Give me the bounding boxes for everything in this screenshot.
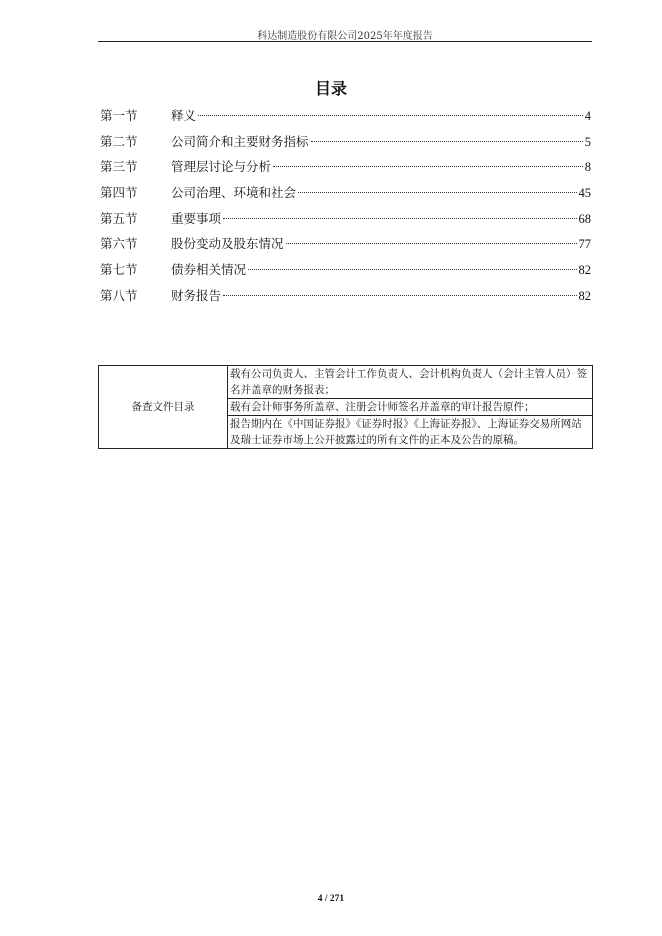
toc-section-number: 第二节 xyxy=(100,133,138,149)
toc-heading: 目录 xyxy=(314,79,347,98)
toc-section-title: 重要事项 xyxy=(171,210,222,226)
toc-page-number: 8 xyxy=(584,160,591,175)
reference-document-item: 载有会计师事务所盖章、注册会计师签名并盖章的审计报告原件； xyxy=(228,399,593,416)
toc-section-title: 债券相关情况 xyxy=(171,262,247,278)
toc-section-title: 公司治理、环境和社会 xyxy=(171,185,297,201)
toc-section-number: 第四节 xyxy=(100,185,138,201)
toc-section-number: 第八节 xyxy=(100,287,138,303)
toc-section-number: 第五节 xyxy=(100,210,138,226)
toc-entry-7[interactable] xyxy=(100,259,591,285)
table-of-contents xyxy=(100,105,591,311)
table-row xyxy=(99,366,593,399)
toc-section-title: 股份变动及股东情况 xyxy=(171,236,284,252)
toc-section-title: 释义 xyxy=(171,108,197,123)
toc-section-title: 公司简介和主要财务指标 xyxy=(171,133,309,149)
toc-section-number: 第六节 xyxy=(100,236,138,252)
toc-page-number: 82 xyxy=(578,263,591,278)
toc-entry-5[interactable] xyxy=(100,208,591,234)
toc-leader-dots xyxy=(248,269,576,270)
toc-page-number: 4 xyxy=(584,109,591,123)
toc-section-number: 第一节 xyxy=(100,108,138,123)
reference-documents-label: 备查文件目录 xyxy=(99,366,228,449)
reference-document-item: 载有公司负责人、主管会计工作负责人、会计机构负责人（会计主管人员）签名并盖章的财务报表； xyxy=(228,366,593,399)
toc-entry-3[interactable] xyxy=(100,156,591,182)
toc-entry-4[interactable] xyxy=(100,182,591,208)
toc-page-number: 68 xyxy=(578,211,591,226)
toc-section-title: 财务报告 xyxy=(171,287,222,303)
toc-leader-dots xyxy=(198,115,583,116)
toc-leader-dots xyxy=(311,141,583,142)
toc-leader-dots xyxy=(223,218,576,219)
reference-document-item: 报告期内在《中国证券报》《证券时报》《上海证券报》、上海证券交易所网站及瑞士证券市场上公开披露过的所有文件的正本及公告的原稿。 xyxy=(228,416,593,449)
toc-leader-dots xyxy=(286,243,577,244)
toc-page-number: 77 xyxy=(578,237,591,252)
document-header: 科达制造股份有限公司2025年年度报告 xyxy=(257,31,433,42)
toc-leader-dots xyxy=(223,295,576,296)
header-divider xyxy=(98,41,592,42)
toc-entry-8[interactable] xyxy=(100,285,591,311)
page-number-footer: 4 / 271 xyxy=(317,894,345,904)
toc-page-number: 82 xyxy=(578,288,591,303)
reference-documents-table xyxy=(98,365,593,449)
toc-entry-6[interactable] xyxy=(100,233,591,259)
toc-entry-1[interactable] xyxy=(100,105,591,131)
toc-entry-2[interactable] xyxy=(100,131,591,157)
toc-leader-dots xyxy=(273,166,583,167)
toc-page-number: 5 xyxy=(584,134,591,149)
toc-section-number: 第七节 xyxy=(100,262,138,278)
toc-leader-dots xyxy=(298,192,576,193)
toc-page-number: 45 xyxy=(578,186,591,201)
toc-section-title: 管理层讨论与分析 xyxy=(171,159,272,175)
toc-section-number: 第三节 xyxy=(100,159,138,175)
